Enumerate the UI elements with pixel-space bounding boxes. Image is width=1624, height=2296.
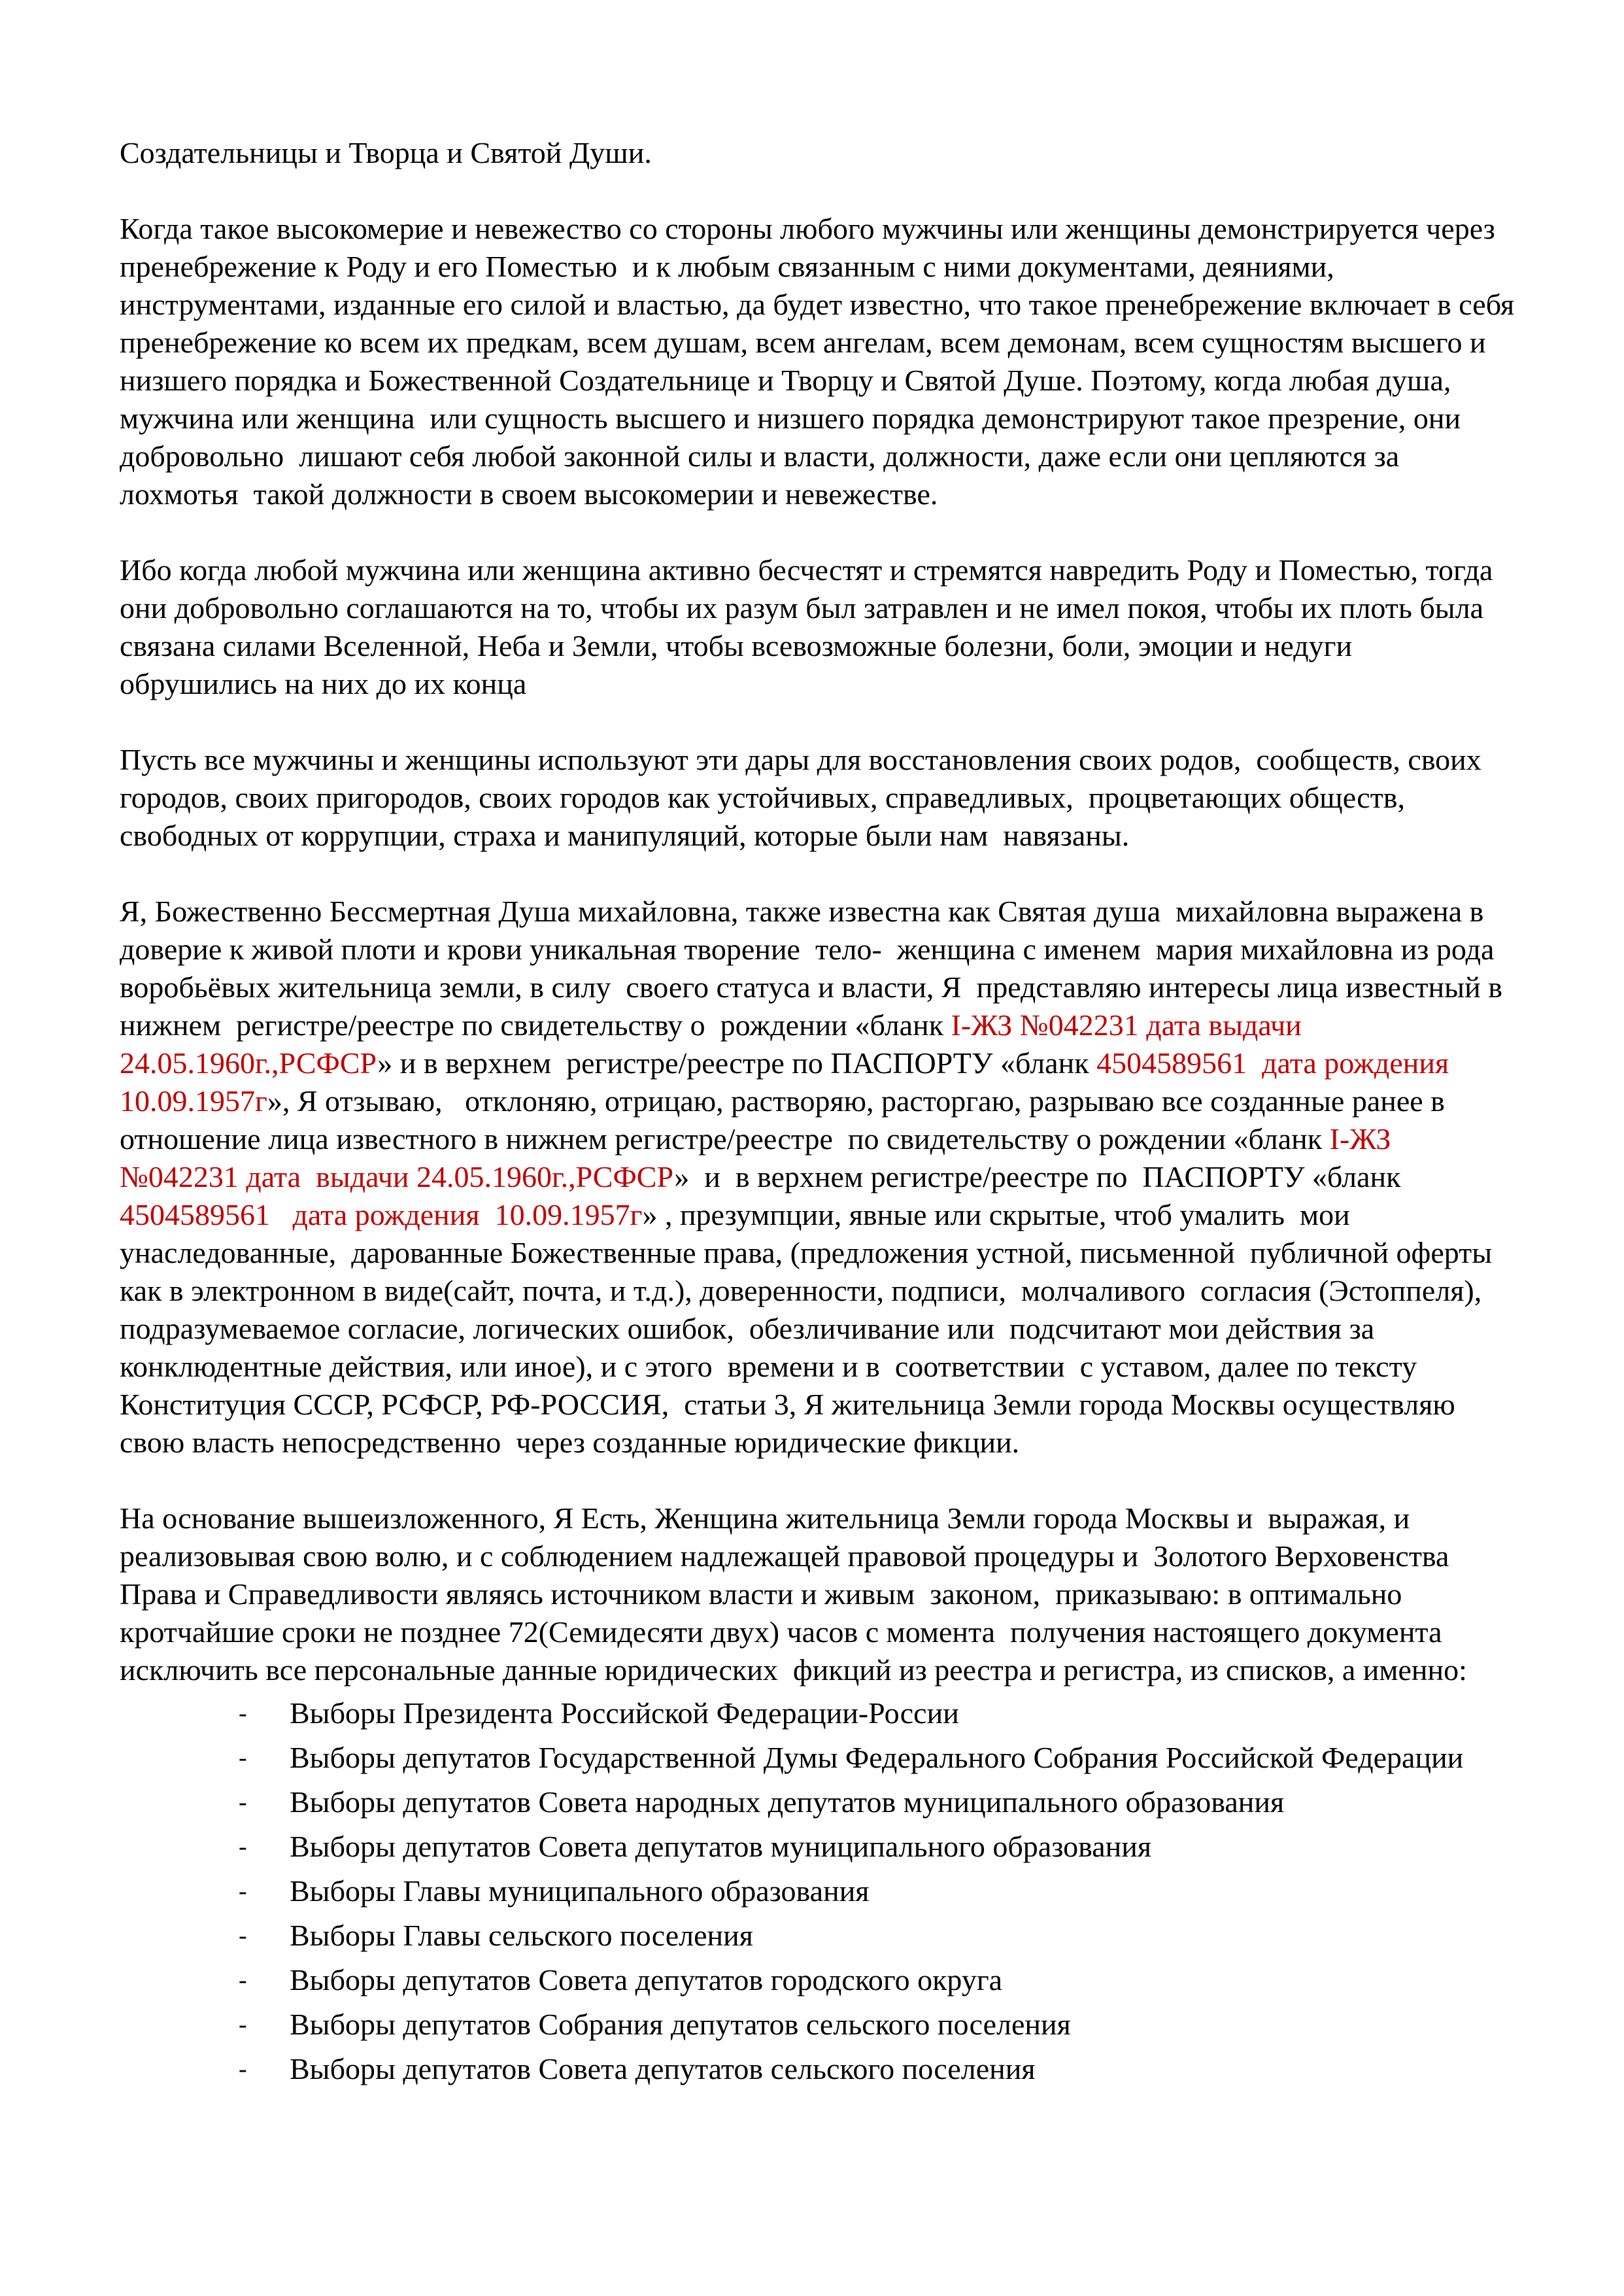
list-item [239, 1739, 1516, 1777]
list-item-text: Выборы Главы муниципального образования [290, 1874, 870, 1908]
text-run: Ибо когда любой мужчина или женщина активно бесчестят и стремятся навредить Роду и Поместью, тогда они добровольно соглашаются на то, чтобы их разум был затравлен и не имел покоя, чтобы их плоть была связана силами Вселенной, Неба и Земли, чтобы всевозможные болезни, боли, эмоции и недуги обрушились на них до их конца [120, 553, 1500, 700]
bullet-dash-icon: - [239, 1789, 247, 1816]
list-item [239, 1694, 1516, 1732]
text-run: » и в верхнем регистре/реестре по ПАСПОРТУ «бланк [674, 1160, 1409, 1193]
text-run: Создательницы и Творца и Святой Души. [120, 136, 652, 169]
text-run: » и в верхнем регистре/реестре по ПАСПОРТУ «бланк [377, 1046, 1097, 1080]
list-item [239, 2006, 1516, 2044]
bullet-dash-icon: - [239, 2055, 247, 2083]
red-text-run: I-ЖЗ №042231 дата выдачи 24.05.1960г.,РСФСР [120, 1008, 1317, 1080]
text-run: » , презумпции, явные или скрытые, чтоб умалить мои унаследованные, дарованные Божественные права, (предложения устной, письменной публичной оферты как в электронном в виде(сайт, почта, и т.д.), доверенности, подписи, молчаливого согласия (Эстоппеля), подразумеваемое согласие, логических ошибок, обезличивание или подсчитают мои действия за конклюдентные действия, или иное), и с этого времени и в соответствии с уставом, далее по тексту Конституция СССР, РСФСР, РФ-РОССИЯ, статьи 3, Я жительница Земли города Москвы осуществляю свою власть непосредственно через созданные юридические фикции. [120, 1198, 1508, 1459]
list-item-text: Выборы Президента Российской Федерации-России [290, 1696, 959, 1730]
list-item-text: Выборы депутатов Совета депутатов городского округа [290, 1963, 1003, 1996]
list-item [239, 1917, 1516, 1955]
list-item [239, 2050, 1516, 2088]
text-run: Пусть все мужчины и женщины используют эти дары для восстановления своих родов, сообществ, своих городов, своих пригородов, своих городов как устойчивых, справедливых, процветающих обществ, свободных от коррупции, страха и манипуляций, которые были нам навязаны. [120, 743, 1489, 852]
list-item-text: Выборы депутатов Совета депутатов муниципального образования [290, 1830, 1152, 1863]
paragraph [120, 134, 1516, 172]
list-item [239, 1828, 1516, 1866]
bullet-dash-icon: - [239, 1833, 247, 1860]
bullet-dash-icon: - [239, 1744, 247, 1772]
list-item-text: Выборы депутатов Государственной Думы Федерального Собрания Российской Федерации [290, 1741, 1464, 1774]
text-run: Когда такое высокомерие и невежество со стороны любого мужчины или женщины демонстрируется через пренебрежение к Роду и его Поместью и к любым связанным с ними документами, деяниями, инструментами, изданные его силой и властью, да будет известно, что такое пренебрежение включает в себя пренебрежение ко всем их предкам, всем душам, всем ангелам, всем демонам, всем сущностям высшего и низшего порядка и Божественной Создательнице и Творцу и Святой Душе. Поэтому, когда любая душа, мужчина или женщина или сущность высшего и низшего порядка демонстрируют такое презрение, они добровольно лишают себя любой законной силы и власти, должности, даже если они цепляются за лохмотья такой должности в своем высокомерии и невежестве. [120, 212, 1522, 511]
paragraph [120, 741, 1516, 855]
list-item-text: Выборы депутатов Совета депутатов сельского поселения [290, 2052, 1036, 2085]
bullet-dash-icon: - [239, 1700, 247, 1727]
text-run: На основание вышеизложенного, Я Есть, Женщина жительница Земли города Москвы и выражая, и реализовывая свою волю, и с соблюдением надлежащей правовой процедуры и Золотого Верховенства Права и Справедливости являясь источником власти и живым законом, приказываю: в оптимально кротчайшие сроки не позднее 72(Семидесяти двух) часов с момента получения настоящего документа исключить все персональные данные юридических фикций из реестра и регистра, из списков, а именно: [120, 1501, 1467, 1687]
red-text-run: 4504589561 дата рождения 10.09.1957г [120, 1046, 1457, 1118]
paragraph [120, 210, 1522, 513]
list-item-text: Выборы депутатов Собрания депутатов сельского поселения [290, 2008, 1071, 2041]
paragraph [120, 551, 1516, 703]
bullet-dash-icon: - [239, 2011, 247, 2038]
document-body [120, 134, 1522, 1689]
bullet-dash-icon: - [239, 1922, 247, 1949]
list-item [239, 1961, 1516, 1999]
list-item-text: Выборы депутатов Совета народных депутатов муниципального образования [290, 1785, 1285, 1819]
list-item [239, 1872, 1516, 1910]
red-text-run: I-ЖЗ №042231 дата выдачи 24.05.1960г.,РСФСР [120, 1122, 1398, 1193]
text-run: Я, Божественно Бессмертная Душа михайловна, также известна как Святая душа михайловна выражена в доверие к живой плоти и крови уникальная творение тело- женщина с именем мария михайловна из рода воробьёвых жительница земли, в силу своего статуса и власти, Я представляю интересы лица известный в нижнем регистре/реестре по свидетельству о рождении «бланк [120, 895, 1510, 1042]
bullet-dash-icon: - [239, 1966, 247, 1994]
paragraph [120, 893, 1516, 1462]
text-run: », Я отзываю, отклоняю, отрицаю, растворяю, расторгаю, разрываю все созданные ранее в отношение лица известного в нижнем регистре/реестре по свидетельству о рождении «бланк [120, 1084, 1453, 1156]
paragraph [120, 1499, 1516, 1689]
bullet-dash-icon: - [239, 1877, 247, 1905]
list-item [239, 1783, 1516, 1821]
red-text-run: 4504589561 дата рождения 10.09.1957г [120, 1198, 643, 1231]
election-registry-list [120, 1694, 1516, 2088]
list-item-text: Выборы Главы сельского поселения [290, 1919, 753, 1952]
